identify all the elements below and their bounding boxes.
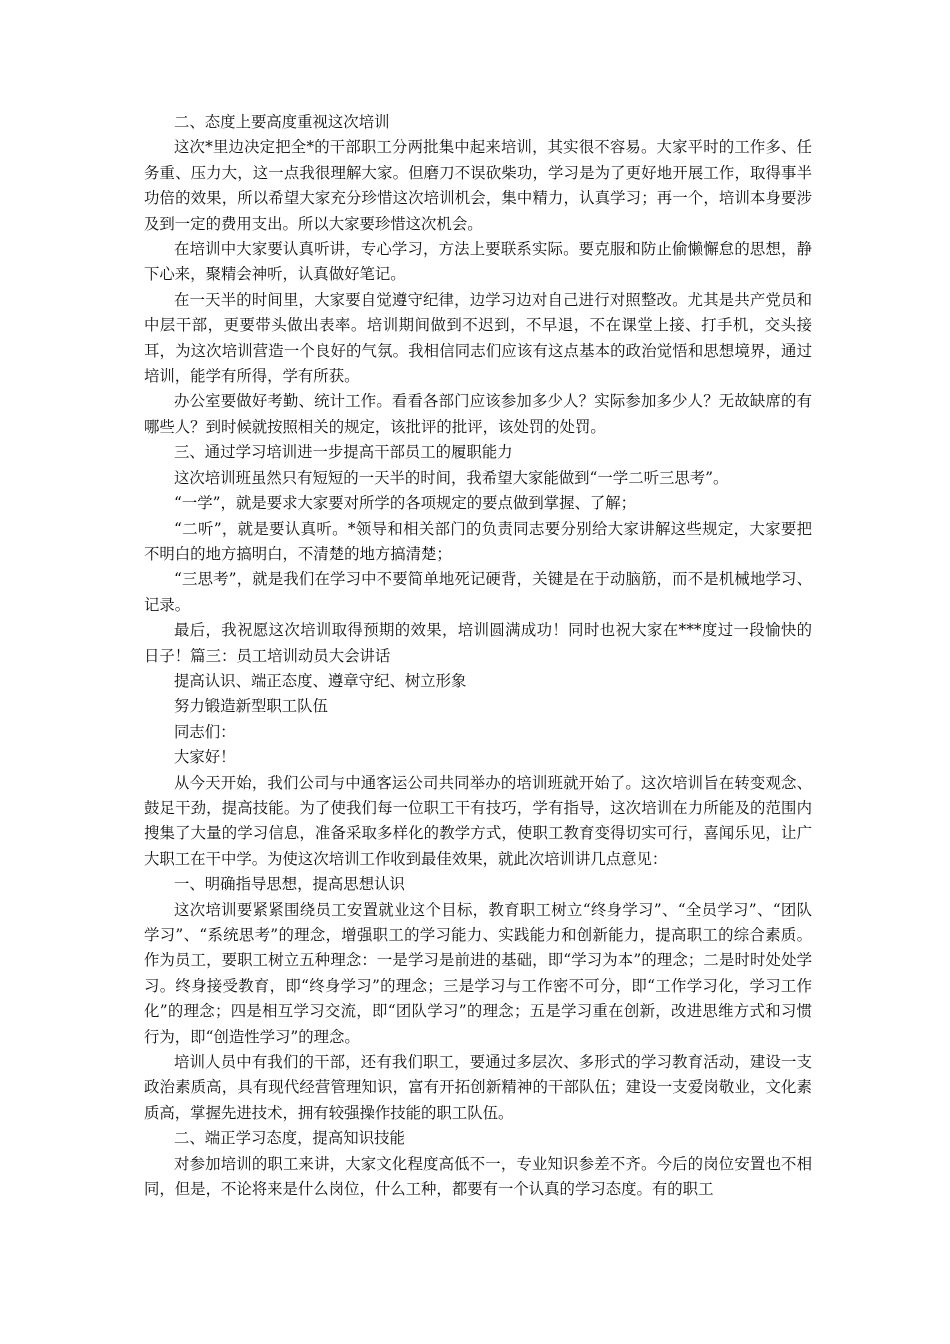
section-heading-3: 三、通过学习培训进一步提高干部员工的履职能力 <box>174 443 513 462</box>
greeting: 大家好！ <box>174 748 236 767</box>
speech-title: 提高认识、端正态度、遵章守纪、树立形象 <box>174 671 467 690</box>
paragraph: “三思考”，就是我们在学习中不要简单地死记硬背，关键是在于动脑筋，而不是机械地学习、记录。 <box>144 570 812 614</box>
paragraph: “二听”，就是要认真听。*领导和相关部门的负责同志要分别给大家讲解这些规定，大家要把不明白的地方搞明白，不清楚的地方搞清楚； <box>144 519 812 563</box>
paragraph: 对参加培训的职工来讲，大家文化程度高低不一，专业知识参差不齐。今后的岗位安置也不相同，但是，不论将来是什么岗位，什么工种，都要有一个认真的学习态度。有的职工 <box>144 1154 812 1199</box>
paragraph: 在一天半的时间里，大家要自觉遵守纪律，边学习边对自己进行对照整改。尤其是共产党员和中层干部，更要带头做出表率。培训期间做到不迟到，不早退，不在课堂上接、打手机，交头接耳，为这次培训营造一个良好的气氛。我相信同志们应该有这点基本的政治觉悟和思想境界，通过培训，能学有所得，学有所获。 <box>144 290 812 386</box>
paragraph: 在培训中大家要认真听讲，专心学习，方法上要联系实际。要克服和防止偷懒懈怠的思想，静下心来，聚精会神听，认真做好笔记。 <box>144 240 812 284</box>
paragraph: 从今天开始，我们公司与中通客运公司共同举办的培训班就开始了。这次培训旨在转变观念、鼓足干劲，提高技能。为了使我们每一位职工干有技巧，学有指导，这次培训在力所能及的范围内搜集了大量的学习信息，准备采取多样化的教学方式，使职工教育变得切实可行，喜闻乐见，让广大职工在干中学。为使这次培训工作收到最佳效果，就此次培训讲几点意见： <box>144 773 812 868</box>
paragraph: 这次*里边决定把全*的干部职工分两批集中起来培训，其实很不容易。大家平时的工作多、任务重、压力大，这一点我很理解大家。但磨刀不误砍柴功，学习是为了更好地开展工作，取得事半功倍的效果，所以希望大家充分珍惜这次培训机会，集中精力，认真学习；再一个，培训本身要涉及到一定的费用支出。所以大家要珍惜这次机会。 <box>144 138 812 233</box>
paragraph: 最后，我祝愿这次培训取得预期的效果，培训圆满成功！同时也祝大家在***度过一段愉快的日子！篇三：员工培训动员大会讲话 <box>144 621 812 665</box>
section-heading-1: 一、明确指导思想，提高思想认识 <box>174 875 405 894</box>
speech-subtitle: 努力锻造新型职工队伍 <box>174 697 328 716</box>
document-page <box>144 110 812 1202</box>
salutation: 同志们： <box>174 722 236 741</box>
paragraph: 培训人员中有我们的干部，还有我们职工，要通过多层次、多形式的学习教育活动，建设一支政治素质高，具有现代经营管理知识，富有开拓创新精神的干部队伍；建设一支爱岗敬业，文化素质高，掌握先进技术，拥有较强操作技能的职工队伍。 <box>144 1053 812 1122</box>
section-heading-2: 二、态度上要高度重视这次培训 <box>174 113 390 131</box>
paragraph: 这次培训要紧紧围绕员工安置就业这个目标，教育职工树立“终身学习”、“全员学习”、“团队学习”、“系统思考”的理念，增强职工的学习能力、实践能力和创新能力，提高职工的综合素质。作为员工，要职工树立五种理念：一是学习是前进的基础，即“学习为本”的理念；二是时时处处学习。终身接受教育，即“终身学习”的理念；三是学习与工作密不可分，即“工作学习化，学习工作化”的理念；四是相互学习交流，即“团队学习”的理念；五是学习重在创新，改进思维方式和习惯行为，即“创造性学习”的理念。 <box>144 900 812 1046</box>
paragraph: 这次培训班虽然只有短短的一天半的时间，我希望大家能做到“一学二听三思考”。 <box>174 468 729 487</box>
paragraph: “一学”，就是要求大家要对所学的各项规定的要点做到掌握、了解； <box>174 494 637 513</box>
section-heading-2b: 二、端正学习态度，提高知识技能 <box>174 1129 405 1148</box>
paragraph: 办公室要做好考勤、统计工作。看看各部门应该参加多少人？实际参加多少人？无故缺席的有哪些人？到时候就按照相关的规定，该批评的批评，该处罚的处罚。 <box>144 392 812 436</box>
